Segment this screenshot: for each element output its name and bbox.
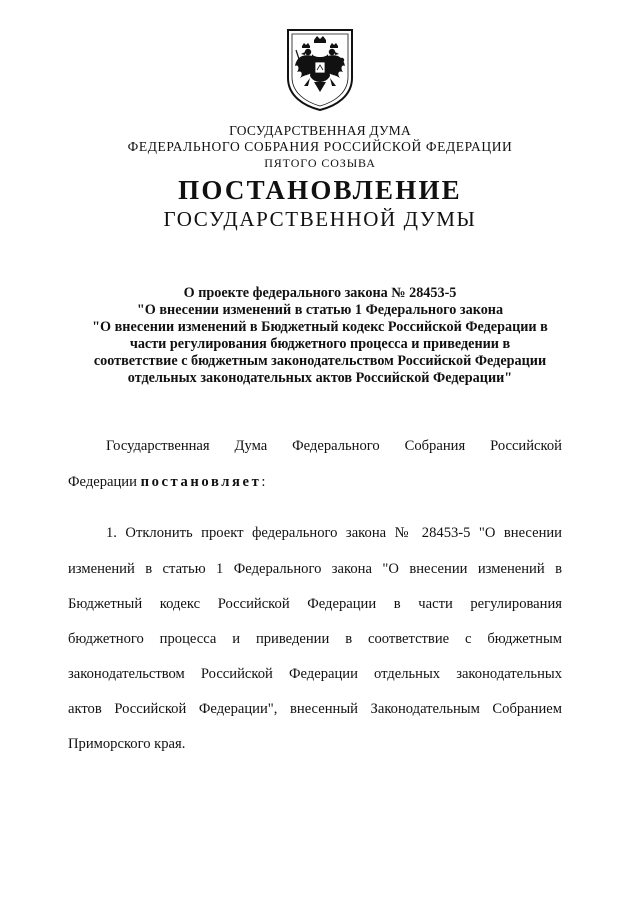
paragraph-line: Бюджетный кодекс Российской Федерации в части регулирования [68, 596, 562, 612]
subject-line: "О внесении изменений в Бюджетный кодекс Российской Федерации в [92, 319, 548, 335]
preamble-line [68, 474, 562, 491]
subject-line: отдельных законодательных актов Российской Федерации" [127, 370, 513, 386]
preamble-colon: : [261, 474, 266, 490]
paragraph-line: законодательством Российской Федерации отдельных законодательных [68, 666, 562, 682]
subject-line: О проекте федерального закона № 28453-5 [183, 285, 457, 301]
paragraph-line: изменений в статью 1 Федерального закона "О внесении изменений в [68, 561, 562, 577]
document-issuer: ГОСУДАРСТВЕННОЙ ДУМЫ [163, 207, 477, 231]
paragraph-line: актов Российской Федерации", внесенный Законодательным Собранием [68, 701, 562, 717]
document-type-title: ПОСТАНОВЛЕНИЕ [178, 175, 462, 205]
subject-line: соответствие с бюджетным законодательством Российской Федерации [93, 353, 547, 369]
paragraph-line: Приморского края. [68, 736, 186, 752]
subject-line: части регулирования бюджетного процесса и приведении в [129, 336, 511, 352]
convocation-line: ПЯТОГО СОЗЫВА [264, 156, 376, 170]
preamble-line: Государственная Дума Федерального Собрания Российской [106, 438, 562, 454]
document-subject [60, 285, 580, 387]
resolves-word: постановляет [140, 474, 262, 490]
paragraph-line: 1. Отклонить проект федерального закона № 28453-5 "О внесении [106, 525, 562, 541]
preamble-text: Федерации [68, 474, 141, 490]
paragraph-line: бюджетного процесса и приведении в соответствие с бюджетным [68, 631, 562, 647]
org-name-line-1: ГОСУДАРСТВЕННАЯ ДУМА [229, 123, 411, 138]
org-name-line-2: ФЕДЕРАЛЬНОГО СОБРАНИЯ РОССИЙСКОЙ ФЕДЕРАЦИИ [127, 139, 513, 154]
subject-line: "О внесении изменений в статью 1 Федерального закона [136, 302, 504, 318]
coat-of-arms-emblem [284, 26, 356, 112]
